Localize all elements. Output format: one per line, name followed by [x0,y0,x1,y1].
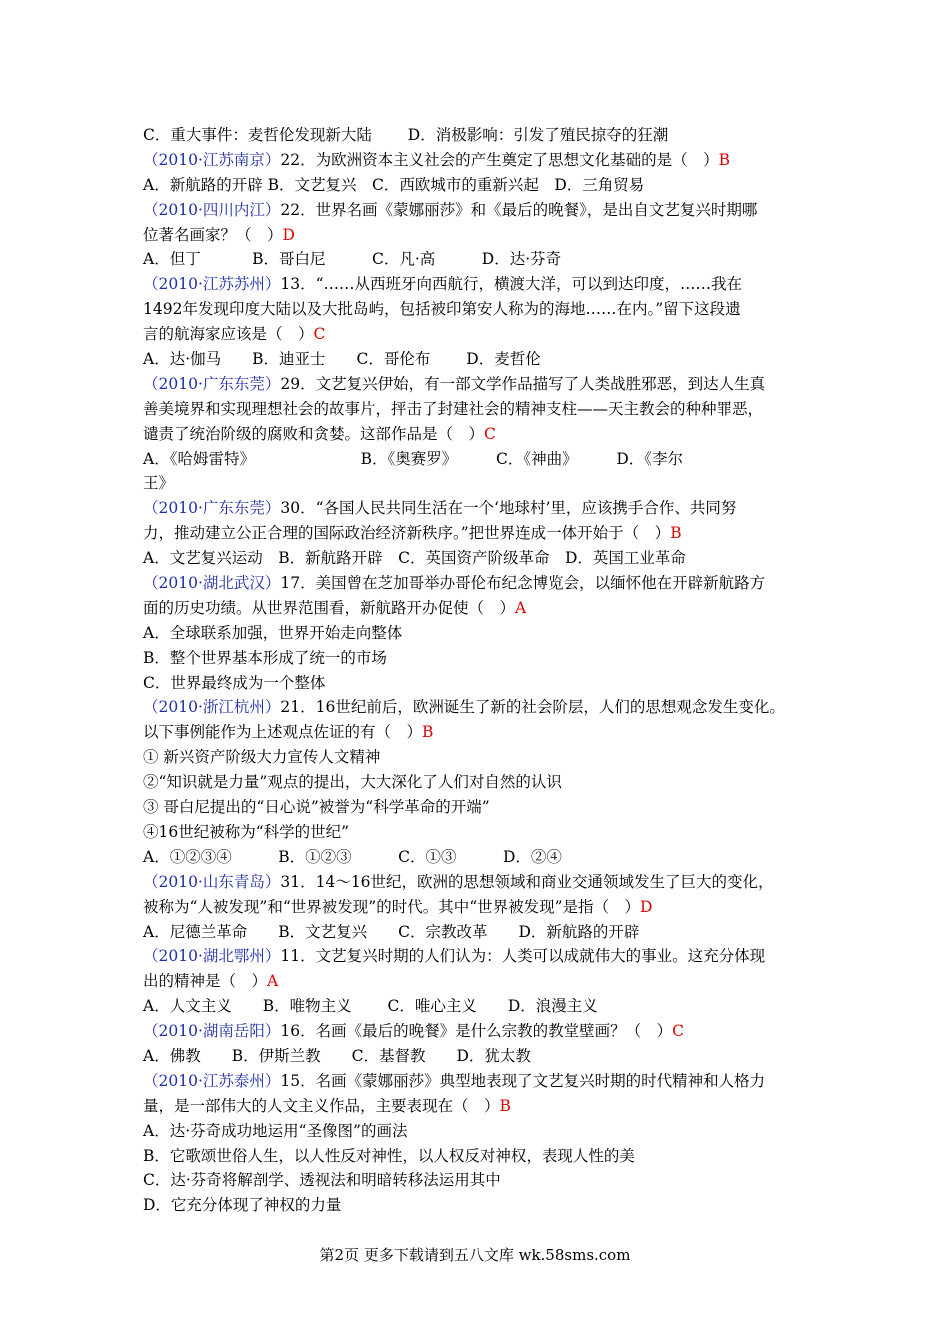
line-text: A．新航路的开辟 B．文艺复兴 C．西欧城市的重新兴起 D．三角贸易 [143,175,645,194]
line-text: A．①②③④ B．①②③ C．①③ D．②④ [143,847,562,866]
line-text: A．人文主义 B．唯物主义 C．唯心主义 D．浪漫主义 [143,997,598,1016]
line-text: 29．文艺复兴伊始，有一部文学作品描写了人类战胜邪恶，到达人生真 [280,374,766,393]
text-line [143,571,823,596]
answer-key: D [282,225,295,244]
question-source: （2010·湖北鄂州） [143,947,281,966]
line-text: 13．“……从西班牙向西航行，横渡大洋，可以到达印度，……我在 [280,275,743,294]
line-text: ②“知识就是力量”观点的提出，大大深化了人们对自然的认识 [143,773,562,792]
text-line [143,1144,823,1169]
text-line [143,870,823,895]
line-text: 力，推动建立公正合理的国际政治经济新秩序。”把世界连成一体开始于（ ） [143,524,671,543]
line-text: 16．名画《最后的晚餐》是什么宗教的教堂壁画？（ ） [280,1022,673,1041]
text-line [143,173,823,198]
text-line [143,322,823,347]
line-text: 17．美国曾在芝加哥举办哥伦布纪念博览会，以缅怀他在开辟新航路方 [280,574,766,593]
line-text: 11．文艺复兴时期的人们认为：人类可以成就伟大的事业。这充分体现 [280,947,766,966]
line-text: A．达·伽马 B．迪亚士 C．哥伦布 D．麦哲伦 [143,350,541,369]
text-line [143,1168,823,1193]
question-source: （2010·湖南岳阳） [143,1022,281,1041]
text-line [143,397,823,422]
answer-key: B [499,1096,511,1115]
line-text: 量，是一部伟大的人文主义作品，主要表现在（ ） [143,1096,500,1115]
text-line [143,671,823,696]
line-text: 21．16世纪前后，欧洲诞生了新的社会阶层，人们的思想观念发生变化。 [280,698,785,717]
answer-key: B [422,723,434,742]
line-text: 言的航海家应该是（ ） [143,325,314,344]
line-text: 30．“各国人民共同生活在一个‘地球村’里，应该携手合作、共同努 [280,499,737,518]
question-source: （2010·山东青岛） [143,872,281,891]
answer-key: C [313,325,326,344]
line-text: ③ 哥白尼提出的“日心说”被誉为“科学革命的开端” [143,798,490,817]
line-text: 谴责了统治阶级的腐败和贪婪。这部作品是（ ） [143,424,485,443]
text-line [143,422,823,447]
line-text: A．但丁 B．哥白尼 C．凡·高 D．达·芬奇 [143,250,562,269]
text-line [143,820,823,845]
line-text: B．它歌颂世俗人生，以人性反对神性，以人权反对神权，表现人性的美 [143,1146,635,1165]
text-line [143,596,823,621]
text-line [143,272,823,297]
answer-key: D [640,897,653,916]
line-text: 王》 [143,474,175,493]
line-text: C．重大事件：麦哲伦发现新大陆 D．消极影响：引发了殖民掠夺的狂潮 [143,126,669,144]
text-line [143,198,823,223]
text-line [143,1044,823,1069]
text-line [143,695,823,720]
line-text: 善美境界和实现理想社会的故事片，抨击了封建社会的精神支柱——天主教会的种种罪恶， [143,399,764,418]
answer-key: C [672,1022,684,1041]
question-source: （2010·广东东莞） [143,499,281,518]
answer-key: C [484,424,496,443]
text-line [143,795,823,820]
line-text: ① 新兴资产阶级大力宣传人文精神 [143,748,381,767]
line-text: 被称为“人被发现”和“世界被发现”的时代。其中“世界被发现”是指（ ） [143,897,641,916]
question-source: （2010·江苏泰州） [143,1071,281,1090]
line-text: 以下事例能作为上述观点佐证的有（ ） [143,723,423,742]
text-line [143,770,823,795]
line-text: A．尼德兰革命 B．文艺复兴 C．宗教改革 D．新航路的开辟 [143,922,640,941]
line-text: 出的精神是（ ） [143,972,268,991]
line-text: 31．14～16世纪，欧洲的思想领域和商业交通领域发生了巨大的变化， [280,872,774,891]
text-line [143,845,823,870]
text-line [143,1193,823,1218]
line-text: 面的历史功绩。从世界范围看，新航路开办促使（ ） [143,598,516,617]
line-text: C．世界最终成为一个整体 [143,673,326,692]
text-line [143,1019,823,1044]
text-line [143,546,823,571]
line-text: 22．为欧洲资本主义社会的产生奠定了思想文化基础的是（ ） [280,150,719,169]
text-line [143,994,823,1019]
text-line [143,521,823,546]
text-line [143,969,823,994]
text-line [143,621,823,646]
line-text: ④16世纪被称为“科学的世纪” [143,822,350,841]
document-body [143,123,823,1218]
text-line [143,1069,823,1094]
question-source: （2010·浙江杭州） [143,698,281,717]
text-line [143,1094,823,1119]
text-line [143,745,823,770]
text-line [143,471,823,496]
line-text: D．它充分体现了神权的力量 [143,1196,342,1215]
text-line [143,372,823,397]
text-line [143,944,823,969]
answer-key: B [718,150,730,169]
text-line [143,297,823,322]
text-line [143,1119,823,1144]
answer-key: B [670,524,682,543]
text-line [143,347,823,372]
text-line [143,895,823,920]
line-text: 15．名画《蒙娜丽莎》典型地表现了文艺复兴时期的时代精神和人格力 [280,1071,766,1090]
page-footer: 第2页 更多下载请到五八文库 wk.58sms.com [319,1246,631,1264]
question-source: （2010·四川内江） [143,200,281,219]
text-line [143,720,823,745]
text-line [143,447,823,472]
line-text: A．全球联系加强，世界开始走向整体 [143,623,403,642]
question-source: （2010·江苏苏州） [143,275,281,294]
line-text: A．文艺复兴运动 B．新航路开辟 C．英国资产阶级革命 D．英国工业革命 [143,549,686,568]
text-line [143,123,823,148]
answer-key: A [267,972,279,991]
text-line [143,148,823,173]
question-source: （2010·湖北武汉） [143,574,281,593]
question-source: （2010·广东东莞） [143,374,281,393]
line-text: B．整个世界基本形成了统一的市场 [143,648,387,667]
line-text: 1492年发现印度大陆以及大批岛屿，包括被印第安人称为的海地……在内。”留下这段遗 [143,300,741,319]
text-line [143,496,823,521]
text-line [143,920,823,945]
text-line [143,247,823,272]
line-text: C．达·芬奇将解剖学、透视法和明暗转移法运用其中 [143,1171,501,1190]
question-source: （2010·江苏南京） [143,150,281,169]
text-line [143,646,823,671]
line-text: 22．世界名画《蒙娜丽莎》和《最后的晚餐》，是出自文艺复兴时期哪 [280,200,758,219]
line-text: A．佛教 B．伊斯兰教 C．基督教 D．犹太教 [143,1046,531,1065]
line-text: 位著名画家？（ ） [143,225,283,244]
text-line [143,223,823,248]
line-text: A．《哈姆雷特》 B．《奥赛罗》 C．《神曲》 D．《李尔 [143,449,684,468]
line-text: A．达·芬奇成功地运用“圣像图”的画法 [143,1121,408,1140]
answer-key: A [515,598,527,617]
